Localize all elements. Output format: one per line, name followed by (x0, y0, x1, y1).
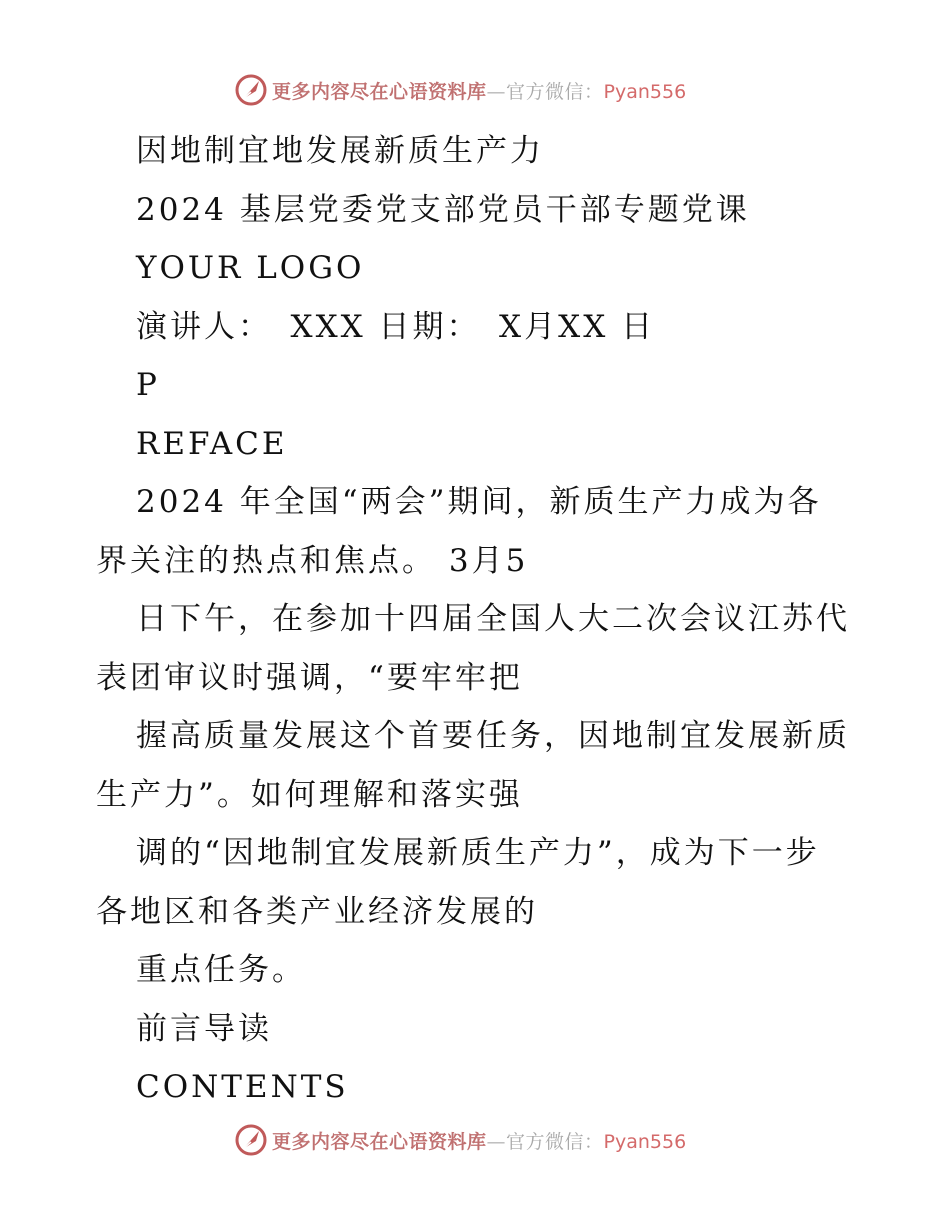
text-line: 2024 年全国“两会”期间，新质生产力成为各 (136, 484, 822, 520)
footer-watermark (234, 1120, 754, 1160)
watermark-separator: — (486, 1130, 507, 1153)
text-line: P (136, 367, 160, 403)
text-line: 重点任务。 (136, 952, 306, 988)
text-line: 演讲人： XXX 日期： X月XX 日 (136, 308, 656, 345)
text-line: 握高质量发展这个首要任务，因地制宜发展新质 (136, 718, 850, 754)
header-watermark (234, 70, 754, 110)
text-line: 2024 基层党委党支部党员干部专题党课 (136, 191, 750, 228)
text-line: 表团审议时强调，“要牢牢把 (96, 659, 523, 696)
document-body (96, 122, 876, 1117)
watermark-text (272, 1127, 686, 1154)
text-line: 各地区和各类产业经济发展的 (96, 893, 538, 930)
watermark-label: 官方微信： (506, 1130, 604, 1153)
quill-logo-icon (234, 1123, 268, 1157)
text-line: 调的“因地制宜发展新质生产力”，成为下一步 (136, 835, 820, 871)
text-line: CONTENTS (136, 1069, 349, 1105)
watermark-wechat: Pyan556 (603, 1130, 687, 1153)
watermark-separator: — (486, 80, 507, 103)
text-line: 因地制宜地发展新质生产力 (136, 133, 544, 169)
watermark-text (272, 77, 686, 104)
text-line: 生产力”。如何理解和落实强 (96, 776, 523, 813)
watermark-wechat: Pyan556 (603, 80, 687, 103)
text-line: YOUR LOGO (136, 250, 365, 286)
watermark-label: 官方微信： (506, 80, 604, 103)
watermark-site: 更多内容尽在心语资料库 (272, 1130, 487, 1153)
text-line: 前言导读 (136, 1010, 272, 1047)
quill-logo-icon (234, 73, 268, 107)
text-line: 界关注的热点和焦点。 3月5 (96, 542, 529, 579)
text-line: REFACE (136, 425, 288, 462)
watermark-site: 更多内容尽在心语资料库 (272, 80, 487, 103)
text-line: 日下午，在参加十四届全国人大二次会议江苏代 (136, 601, 850, 637)
